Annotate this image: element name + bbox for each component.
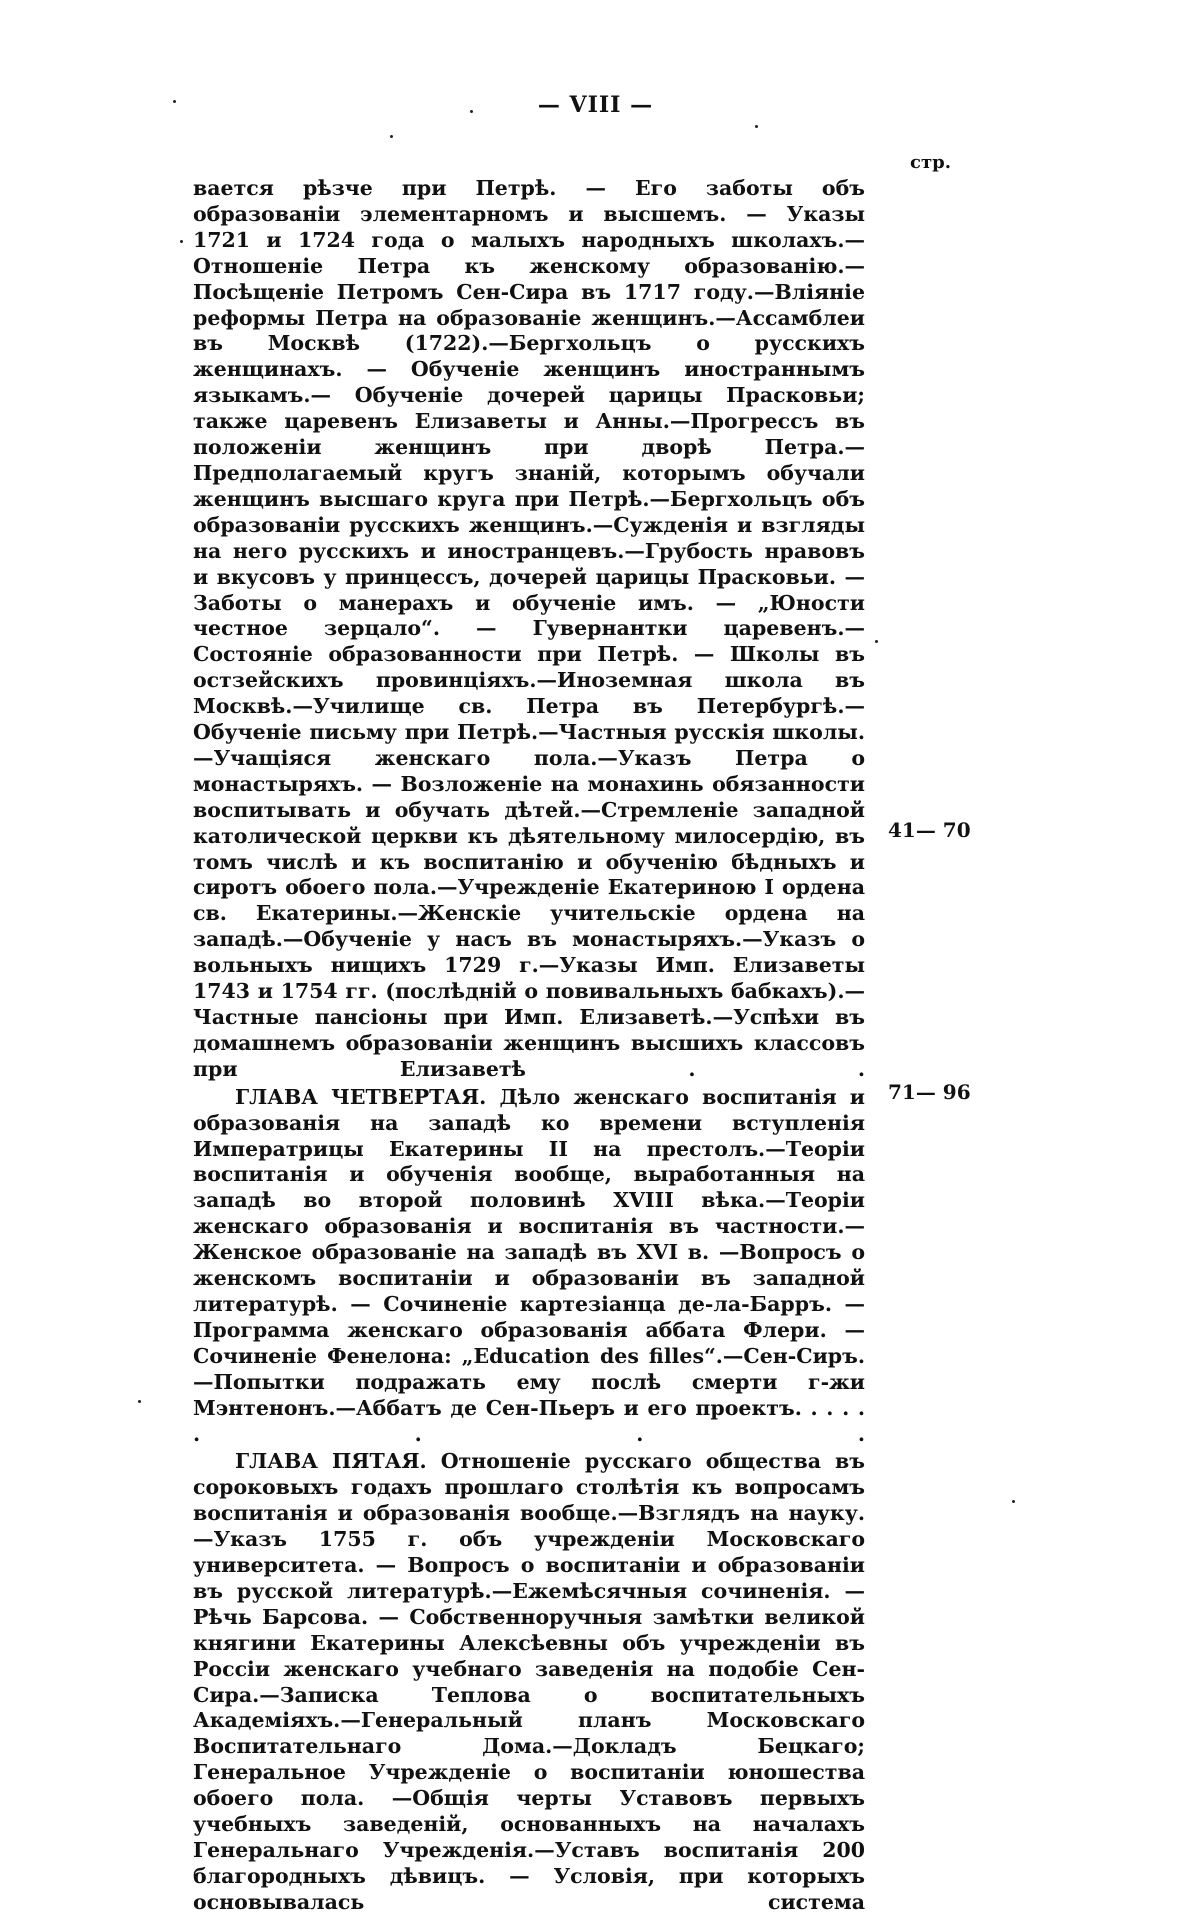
scan-speck [180,240,183,243]
page-range-chapter-4: 71— 96 [888,1080,971,1104]
scan-speck [173,100,176,103]
scan-speck [1012,1500,1015,1503]
toc-entry-chapter-4: ГЛАВА ЧЕТВЕРТАЯ. Дѣло женскаго воспитанія и образованія на западѣ ко времени вступленія Императрицы Екатерины II на престолъ.—Теоріи воспитанія и обученія вообще, выработанныя на западѣ во второй половинѣ XVIII вѣка.—Теоріи женскаго образованія и воспитанія въ частности.—Женское образованіе на западѣ въ XVI в. —Вопросъ о женскомъ воспитаніи и образованіи въ западной литературѣ. — Сочиненіе картезіанца де-ла-Барръ. — Программа женскаго образованія аббата Флери. — Сочиненіе Фенелона: „Education des filles“.—Сен-Сиръ.—Попытки подражать ему послѣ смерти г-жи Мэнтенонъ.—Аббатъ де Сен-Пьеръ и его проектъ. . . . . . . . . [193,1084,865,1446]
scan-speck [390,135,393,138]
page-number: — VIII — [537,92,654,118]
toc-entry-chapter-5: ГЛАВА ПЯТАЯ. Отношеніе русскаго общества въ сороковыхъ годахъ прошлаго столѣтія къ вопросамъ воспитанія и образованія вообще.—Взглядъ на науку.—Указъ 1755 г. объ учрежденіи Московскаго университета. — Вопросъ о воспитаніи и образованіи въ русской литературѣ.—Ежемѣсячныя сочиненія. — Рѣчь Барсова. — Собственноручныя замѣтки великой княгини Екатерины Алексѣевны объ учрежденіи въ Россіи женскаго учебнаго заведенія на подобіе Сен-Сира.—Записка Теплова о воспитательныхъ Академіяхъ.—Генеральный планъ Московскаго Воспитательнаго Дома.—Докладъ Бецкаго; Генеральное Учрежденіе о воспитаніи юношества обоего пола. —Общія черты Уставовъ первыхъ учебныхъ заведеній, основанныхъ на началахъ Генеральнаго Учрежденія.—Уставъ воспитанія 200 благородныхъ дѣвицъ. — Условія, при которыхъ основывалась система [193,1449,865,1914]
toc-entry-chapter-3-continued: вается рѣзче при Петрѣ. — Его заботы объ образованіи элементарномъ и высшемъ. — Указы 1721 и 1724 года о малыхъ народныхъ школахъ.—Отношеніе Петра къ женскому образованію.—Посѣщеніе Петромъ Сен-Сира въ 1717 году.—Вліяніе реформы Петра на образованіе женщинъ.—Ассамблеи въ Москвѣ (1722).—Бергхольцъ о русскихъ женщинахъ. — Обученіе женщинъ иностраннымъ языкамъ.— Обученіе дочерей царицы Прасковьи; также царевенъ Елизаветы и Анны.—Прогрессъ въ положеніи женщинъ при дворѣ Петра.—Предполагаемый кругъ знаній, которымъ обучали женщинъ высшаго круга при Петрѣ.—Бергхольцъ объ образованіи русскихъ женщинъ.—Сужденія и взгляды на него русскихъ и иностранцевъ.—Грубость нравовъ и вкусовъ у принцессъ, дочерей царицы Прасковьи. — Заботы о манерахъ и обученіе имъ. — „Юности честное зерцало“. — Гувернантки царевенъ.—Состояніе образованности при Петрѣ. — Школы въ остзейскихъ провинціяхъ.—Иноземная школа въ Москвѣ.—Училище св. Петра въ Петербургѣ.—Обученіе письму при Петрѣ.—Частныя русскія школы.—Учащіяся женскаго пола.—Указъ Петра о монастыряхъ. — Возложеніе на монахинь обязанности воспитывать и обучать дѣтей.—Стремленіе западной католической церкви къ дѣятельному милосердію, въ томъ числѣ и къ воспитанію и обученію бѣдныхъ и сиротъ обоего пола.—Учрежденіе Екатериною I ордена св. Екатерины.—Женскіе учительскіе ордена на западѣ.—Обученіе у насъ въ монастыряхъ.—Указъ о вольныхъ нищихъ 1729 г.—Указы Имп. Елизаветы 1743 и 1754 гг. (послѣдній о повивальныхъ бабкахъ).—Частные пансіоны при Имп. Елизаветѣ.—Успѣхи въ домашнемъ образованіи женщинъ высшихъ классовъ при Елизаветѣ . . [193,176,865,1081]
page-range-chapter-3: 41— 70 [888,818,971,842]
scan-speck [875,640,878,643]
scan-speck [138,1400,141,1403]
toc-text-block [193,176,865,1916]
page-column-header: стр. [910,152,951,173]
scan-speck [470,110,473,113]
scan-speck [755,125,758,128]
